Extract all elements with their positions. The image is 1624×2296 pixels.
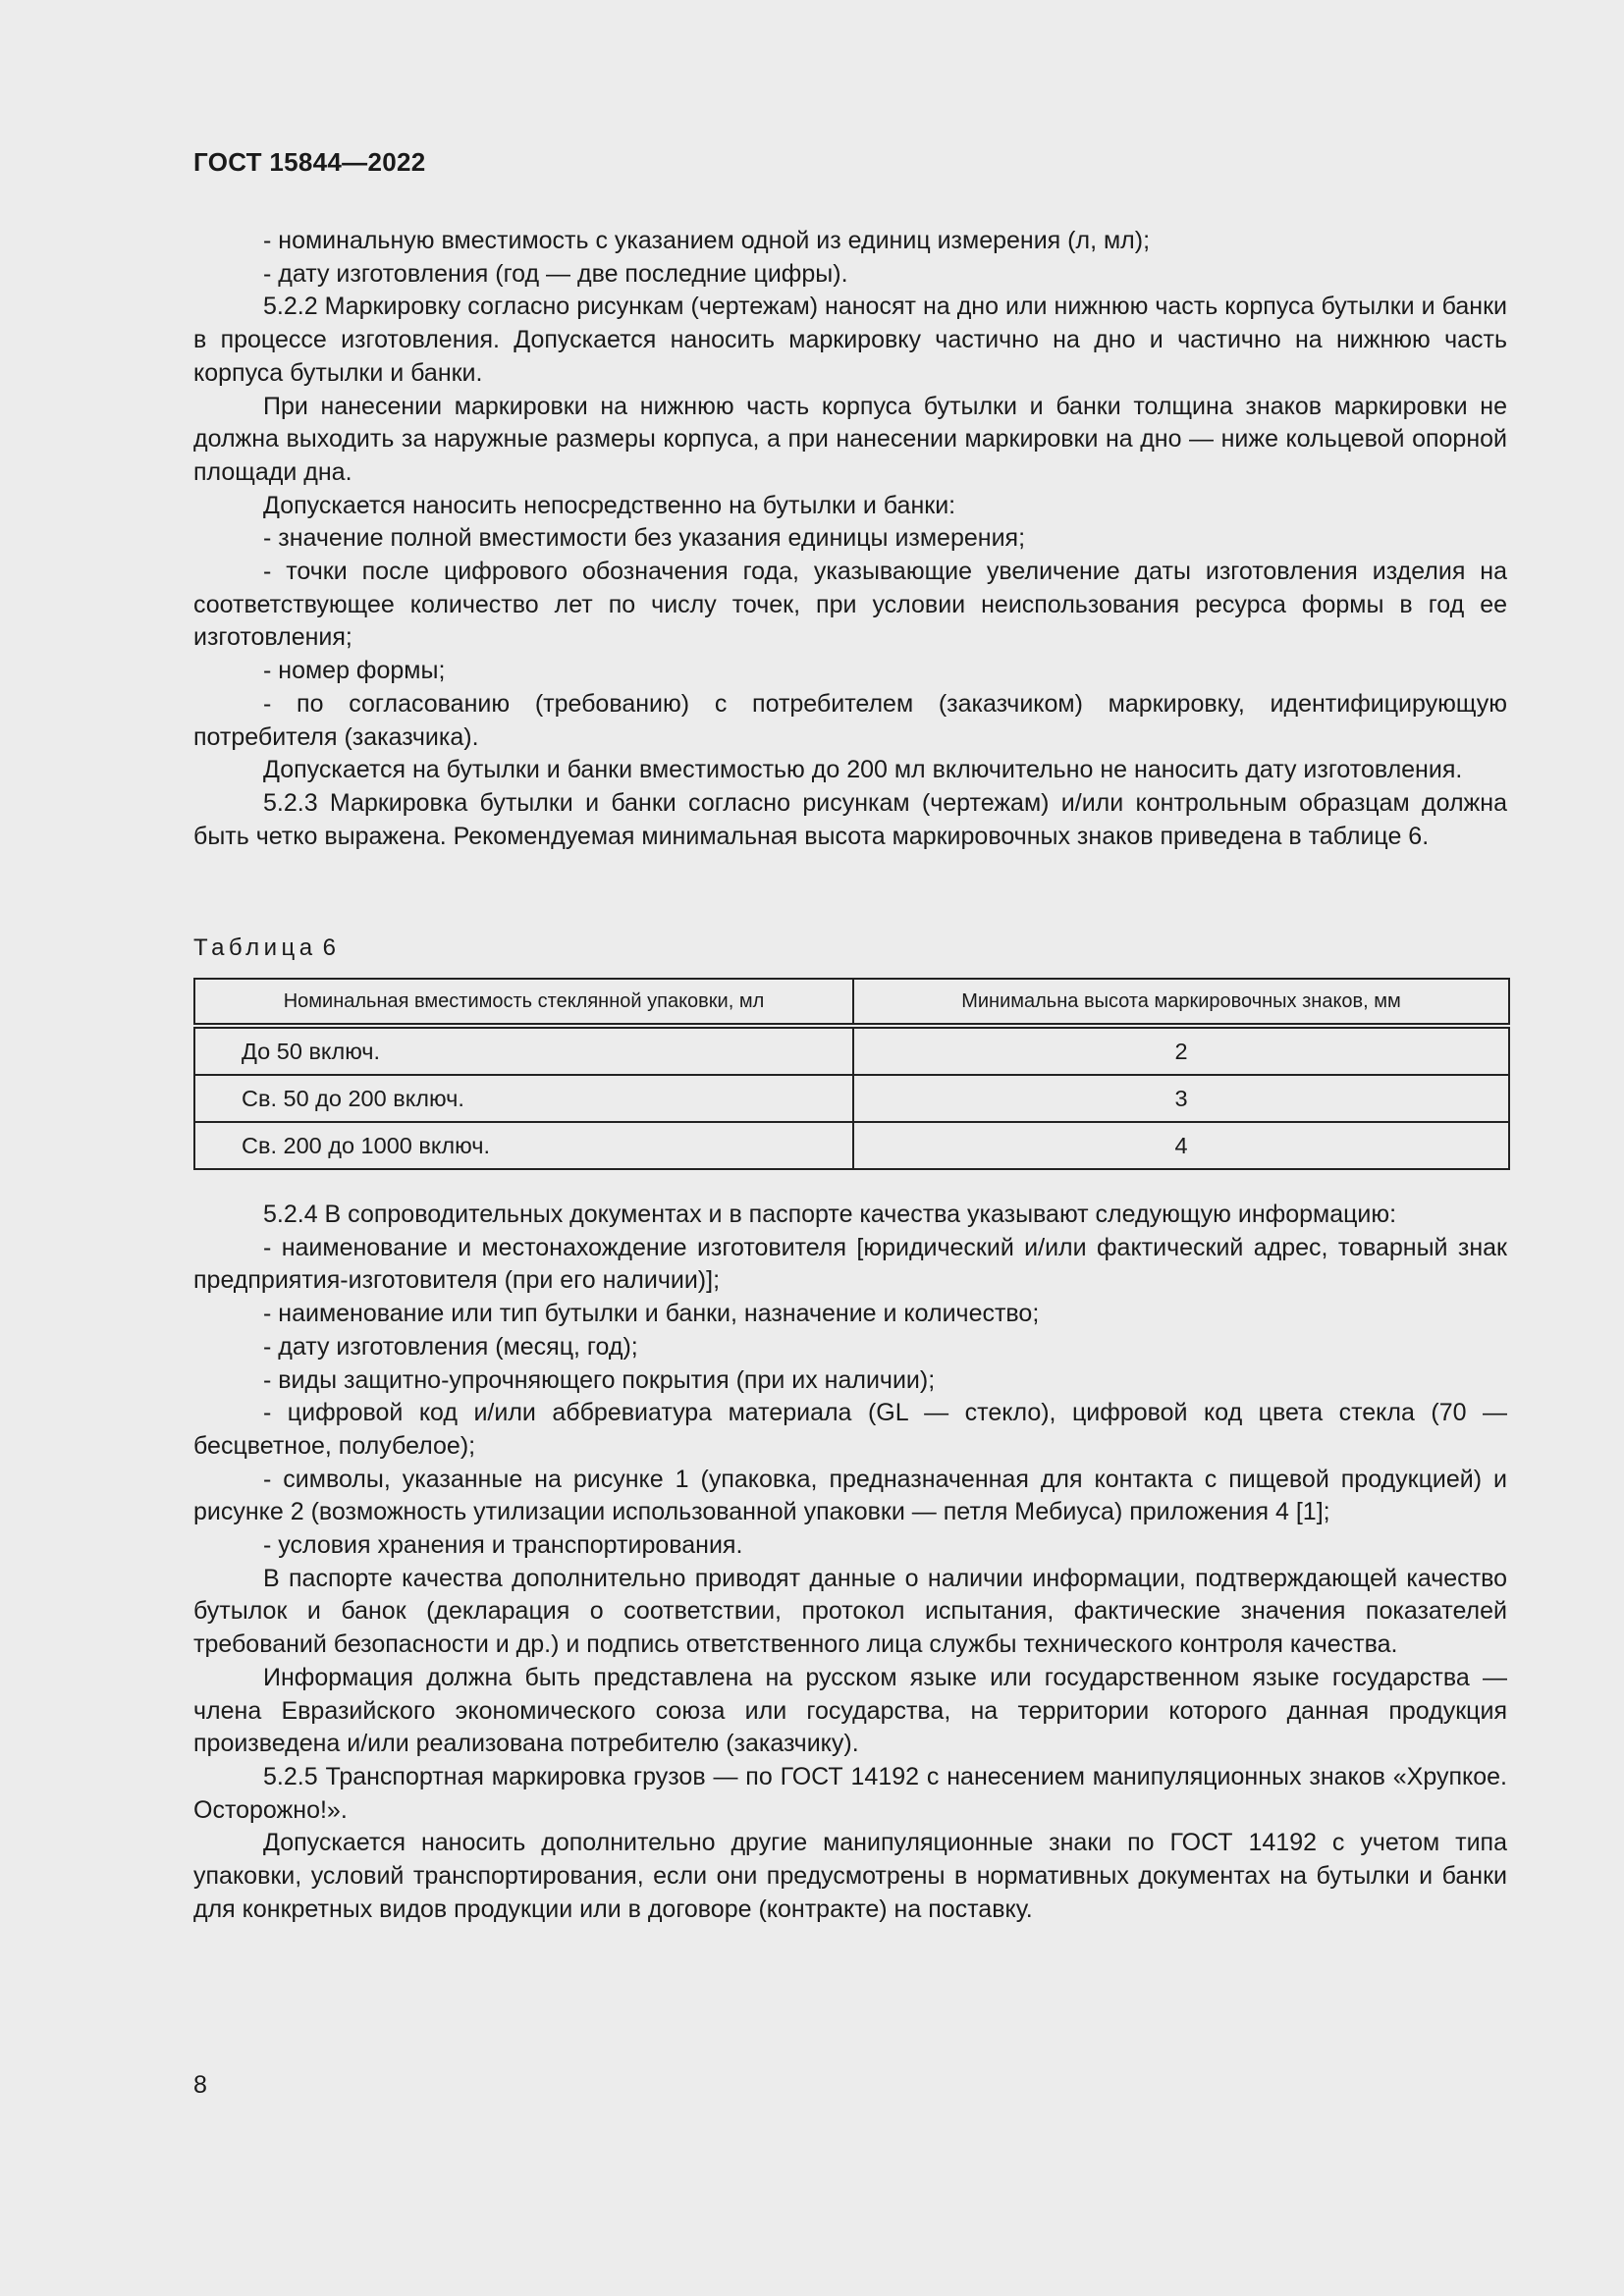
paragraph: - виды защитно-упрочняющего покрытия (при их наличии); <box>263 1365 936 1394</box>
table-cell-height: 4 <box>853 1122 1509 1169</box>
paragraph: - дату изготовления (год — две последние цифры). <box>263 259 848 288</box>
paragraph: - наименование и местонахождение изготовителя [юридический и/или фактический адрес, товарный знак предприятия-изготовителя (при его наличии)]; <box>193 1233 1507 1295</box>
paragraph: Допускается наносить дополнительно другие манипуляционные знаки по ГОСТ 14192 с учетом типа упаковки, условий транспортирования, если они предусмотрены в нормативных документах на бутылки и банки для конкретных видов продукции или в договоре (контракте) на поставку. <box>193 1829 1507 1923</box>
paragraph: - дату изготовления (месяц, год); <box>263 1332 638 1361</box>
table-row <box>194 1026 1509 1075</box>
table-row <box>194 1122 1509 1169</box>
table-header-row <box>194 979 1509 1026</box>
table-header-capacity: Номинальная вместимость стеклянной упаковки, мл <box>194 979 853 1026</box>
paragraph: 5.2.4 В сопроводительных документах и в паспорте качества указывают следующую информацию: <box>263 1201 1397 1228</box>
table-header-min-height: Минимальна высота маркировочных знаков, мм <box>853 979 1509 1026</box>
paragraph: - значение полной вместимости без указания единицы измерения; <box>263 524 1026 553</box>
paragraph: - точки после цифрового обозначения года, указывающие увеличение даты изготовления изделия на соответствующее количество лет по числу точек, при условии неиспользования ресурса формы в год ее изготовления; <box>193 558 1507 652</box>
table-row <box>194 1075 1509 1122</box>
paragraph: - наименование или тип бутылки и банки, назначение и количество; <box>263 1300 1040 1328</box>
paragraph: - условия хранения и транспортирования. <box>263 1531 743 1560</box>
body-text-top <box>193 225 1507 853</box>
paragraph: При нанесении маркировки на нижнюю часть корпуса бутылки и банки толщина знаков маркировки не должна выходить за наружные размеры корпуса, а при нанесении маркировки на дно — ниже кольцевой опорной площади дна. <box>193 392 1507 486</box>
table-cell-capacity: Св. 200 до 1000 включ. <box>194 1122 853 1169</box>
table-cell-height: 2 <box>853 1026 1509 1075</box>
paragraph: - символы, указанные на рисунке 1 (упаковка, предназначенная для контакта с пищевой продукцией) и рисунке 2 (возможность утилизации использованной упаковки — петля Мебиуса) приложения 4 [1]; <box>193 1465 1507 1526</box>
table-caption-label: Таблица <box>193 934 317 961</box>
paragraph: - цифровой код и/или аббревиатура материала (GL — стекло), цифровой код цвета стекла (70 — бесцветное, полубелое); <box>193 1399 1507 1460</box>
paragraph: 5.2.3 Маркировка бутылки и банки согласно рисункам (чертежам) и/или контрольным образцам должна быть четко выражена. Рекомендуемая минимальная высота маркировочных знаков приведена в таблице 6. <box>193 788 1507 850</box>
table-cell-height: 3 <box>853 1075 1509 1122</box>
paragraph: - номер формы; <box>263 657 446 685</box>
page-number: 8 <box>193 2071 207 2099</box>
body-text-bottom <box>193 1199 1507 1926</box>
document-header: ГОСТ 15844—2022 <box>193 147 426 177</box>
paragraph: Информация должна быть представлена на русском языке или государственном языке государства — члена Евразийского экономического союза или государства, на территории которого данная продукция произведена и/или реализована потребителю (заказчику). <box>193 1663 1507 1758</box>
paragraph: В паспорте качества дополнительно приводят данные о наличии информации, подтверждающей качество бутылок и банок (декларация о соответствии, протокол испытания, фактические значения показателей требований безопасности и др.) и подпись ответственного лица службы технического контроля качества. <box>193 1564 1507 1659</box>
paragraph: Допускается наносить непосредственно на бутылки и банки: <box>263 491 956 519</box>
paragraph: - номинальную вместимость с указанием одной из единиц измерения (л, мл); <box>263 227 1151 254</box>
table-caption <box>193 934 336 962</box>
table-cell-capacity: Св. 50 до 200 включ. <box>194 1075 853 1122</box>
paragraph: Допускается на бутылки и банки вместимостью до 200 мл включительно не наносить дату изготовления. <box>263 756 1463 784</box>
table-cell-capacity: До 50 включ. <box>194 1026 853 1075</box>
paragraph: 5.2.5 Транспортная маркировка грузов — по ГОСТ 14192 с нанесением манипуляционных знаков «Хрупкое. Осторожно!». <box>193 1762 1507 1824</box>
paragraph: 5.2.2 Маркировку согласно рисункам (чертежам) наносят на дно или нижнюю часть корпуса бутылки и банки в процессе изготовления. Допускается наносить маркировку частично на дно и частично на нижнюю часть корпуса бутылки и банки. <box>193 293 1507 387</box>
paragraph: - по согласованию (требованию) с потребителем (заказчиком) маркировку, идентифицирующую потребителя (заказчика). <box>193 689 1507 751</box>
marking-height-table <box>193 978 1510 1170</box>
table-caption-number: 6 <box>322 934 336 961</box>
